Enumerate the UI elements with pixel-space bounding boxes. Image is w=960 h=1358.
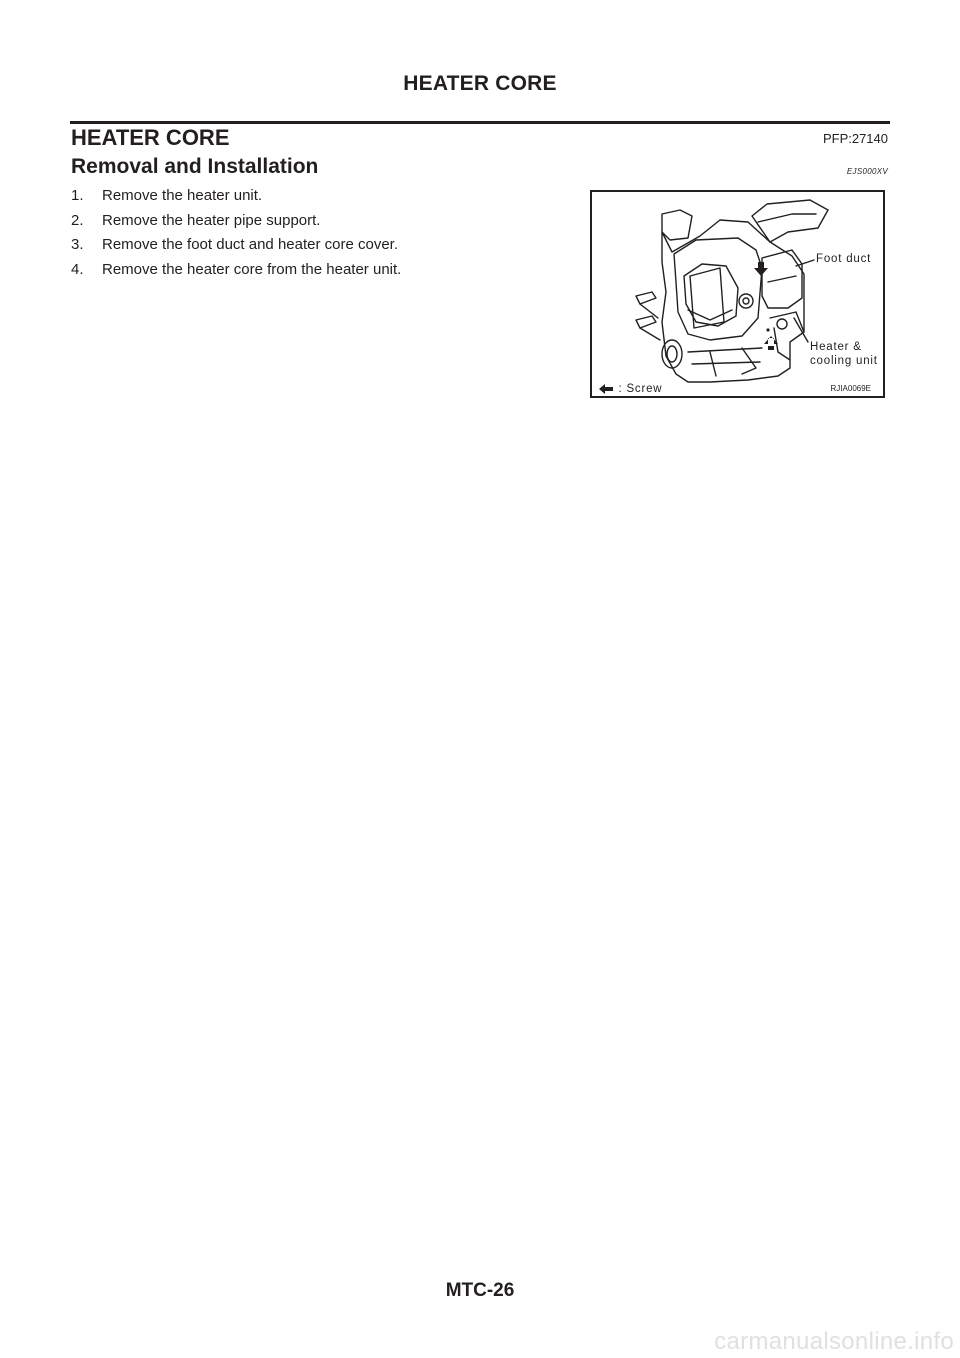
page-number: MTC-26 — [445, 1280, 515, 1301]
step-number: 1. — [71, 187, 84, 204]
watermark: carmanualsonline.info — [714, 1328, 954, 1355]
header-rule — [70, 121, 890, 124]
step-number: 3. — [71, 236, 84, 253]
step-item — [71, 187, 401, 212]
step-text: Remove the heater pipe support. — [102, 211, 321, 229]
procedure-steps — [71, 187, 401, 285]
heater-unit-label-line2: cooling unit — [810, 355, 878, 367]
heater-unit-label-line1: Heater & — [810, 341, 862, 353]
step-item — [71, 236, 401, 261]
section-title: HEATER CORE — [71, 125, 230, 150]
screw-arrow-icon — [598, 383, 614, 395]
step-number: 4. — [71, 260, 84, 278]
subsection-title: Removal and Installation — [71, 155, 319, 178]
running-header: HEATER CORE — [403, 72, 557, 95]
legend-text: : Screw — [618, 382, 663, 395]
subsection-code: EJS000XV — [846, 167, 888, 176]
section-code: PFP:27140 — [822, 131, 888, 146]
step-item — [71, 261, 401, 286]
foot-duct-label: Foot duct — [816, 253, 872, 265]
figure-code: RJIA0069E — [830, 384, 871, 393]
figure-legend — [598, 380, 662, 394]
step-text: Remove the foot duct and heater core cover. — [102, 236, 399, 253]
step-text: Remove the heater unit. — [102, 187, 263, 204]
step-number: 2. — [71, 211, 84, 229]
heater-unit-figure — [590, 190, 885, 398]
step-text: Remove the heater core from the heater unit. — [102, 260, 402, 278]
step-item — [71, 212, 401, 237]
